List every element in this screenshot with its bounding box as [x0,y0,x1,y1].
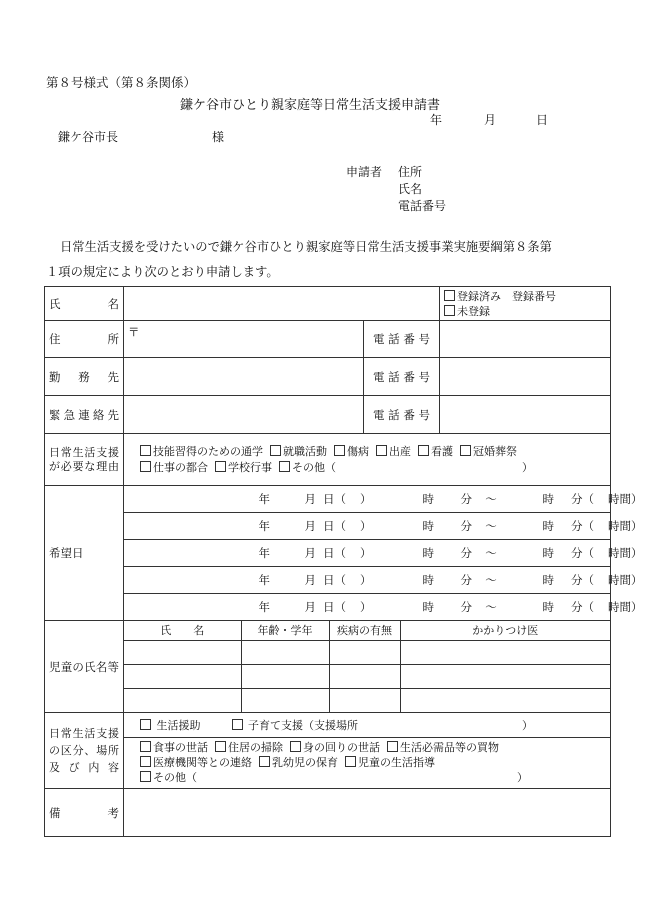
tilde: ～ [485,492,497,506]
hours-label: 時間） [608,546,643,560]
child-illness-cell[interactable] [329,688,400,712]
child-illness-cell[interactable] [329,640,400,664]
remarks-label: 備 考 [45,789,124,837]
content-checkbox[interactable] [259,756,270,767]
hope-date-entry[interactable] [124,594,643,621]
hope-date-label: 希望日 [45,486,124,621]
support-type-row [124,715,610,738]
reason-checkbox[interactable] [460,445,471,456]
address-phone-field[interactable] [440,321,611,358]
child-illness-header: 疾病の有無 [329,621,400,640]
child-label: 児童の氏名等 [45,621,124,713]
hour-label: 時 [542,546,554,560]
form-title: 鎌ケ谷市ひとり親家庭等日常生活支援申請書 [180,98,441,113]
content-option: 食事の世話 [153,740,208,754]
remarks-row [45,789,611,837]
day-label: 日（ [323,492,346,506]
statement-line-2: １項の規定により次のとおり申請します。 [46,265,279,279]
month-label: 月 [304,546,316,560]
address-phone-label: 電 話 番 号 [364,321,440,358]
workplace-field[interactable] [124,358,364,396]
support-section [45,713,611,789]
workplace-phone-field[interactable] [440,358,611,396]
day-close: ） [360,600,372,614]
reason-checkbox[interactable] [376,445,387,456]
date-day-label: 日 [536,113,549,127]
child-age-header: 年齢・学年 [241,621,329,640]
child-age-cell[interactable] [241,664,329,688]
content-checkbox[interactable] [140,756,151,767]
hour-label: 時 [422,573,434,587]
honorific: 様 [212,130,225,144]
address-field[interactable] [124,321,364,358]
child-section [45,621,611,713]
hour-label: 時 [542,519,554,533]
day-label: 日（ [323,546,346,560]
name-row [45,287,611,321]
hope-date-entry[interactable] [124,567,643,594]
content-checkbox[interactable] [387,741,398,752]
reason-option: 看護 [431,444,453,458]
child-illness-cell[interactable] [329,664,400,688]
emergency-label: 緊急連絡先 [45,396,124,434]
child-name-header: 氏 名 [124,621,241,640]
tilde: ～ [485,600,497,614]
minute-label: 分 [460,600,472,614]
reason-option: 技能習得のための通学 [153,444,263,458]
reason-option: 学校行事 [228,460,272,474]
application-form-table [44,286,643,837]
reason-label: 日常生活支援が必要な理由 [45,434,124,486]
reason-option: 仕事の都合 [153,460,208,474]
address-row [45,321,611,358]
day-close: ） [360,519,372,533]
month-label: 月 [304,519,316,533]
reason-option: 冠婚葬祭 [473,444,517,458]
hours-label: 時間） [608,573,643,587]
postal-mark: 〒 [128,325,140,339]
content-option: 住居の掃除 [228,740,283,754]
applicant-phone-label: 電話番号 [398,199,447,213]
child-table [124,621,610,712]
minute-label: 分（ [571,519,594,533]
minute-label: 分（ [571,573,594,587]
remarks-field[interactable] [124,789,611,837]
support-label: 日常生活支援の区分、場所及び内容 [45,713,124,789]
date-year-label: 年 [430,113,443,127]
hour-label: 時 [422,546,434,560]
hours-label: 時間） [608,519,643,533]
child-name-cell[interactable] [124,640,241,664]
unregistered-checkbox[interactable] [444,305,455,316]
child-name-cell[interactable] [124,688,241,712]
close-paren: ） [522,718,533,732]
hope-date-entry[interactable] [124,540,643,567]
close-paren: ） [517,770,528,784]
childcare-support-checkbox[interactable] [232,719,243,730]
child-doctor-cell[interactable] [400,640,610,664]
address-label: 住 所 [45,321,124,358]
reason-option: 出産 [389,444,411,458]
child-name-cell[interactable] [124,664,241,688]
emergency-phone-field[interactable] [440,396,611,434]
workplace-row [45,358,611,396]
content-checkbox[interactable] [140,741,151,752]
name-label: 氏 名 [45,287,124,321]
year-label: 年 [258,492,270,506]
reason-checkbox[interactable] [270,445,281,456]
emergency-field[interactable] [124,396,364,434]
hour-label: 時 [542,600,554,614]
emergency-row [45,396,611,434]
content-checkbox[interactable] [290,741,301,752]
day-close: ） [360,573,372,587]
applicant-address-label: 住所 [398,165,423,179]
content-option: 児童の生活指導 [358,755,435,769]
year-label: 年 [258,546,270,560]
content-checkbox[interactable] [215,741,226,752]
reason-options [124,434,611,486]
hope-date-row [45,486,611,513]
reason-checkbox[interactable] [215,461,226,472]
year-label: 年 [258,519,270,533]
child-row [124,688,610,712]
month-label: 月 [304,492,316,506]
minute-label: 分 [460,573,472,587]
child-table-cell [124,621,611,713]
applicant-label: 申請者 [346,165,383,179]
date-month-label: 月 [484,113,497,127]
hope-date-entry[interactable] [124,513,643,540]
reason-row [45,434,611,486]
minute-label: 分 [460,492,472,506]
name-field[interactable] [124,287,440,321]
day-close: ） [360,546,372,560]
content-other-checkbox[interactable] [140,771,151,782]
year-label: 年 [258,600,270,614]
child-doctor-cell[interactable] [400,664,610,688]
hope-date-row [45,540,611,567]
applicant-name-label: 氏名 [398,182,423,196]
minute-label: 分（ [571,492,594,506]
childcare-support-label: 子育て支援（支援場所 [248,718,358,732]
support-contents [124,738,610,787]
content-option: 生活必需品等の買物 [400,740,499,754]
hope-date-row [45,594,611,621]
content-checkbox[interactable] [345,756,356,767]
hour-label: 時 [542,573,554,587]
child-doctor-header: かかりつけ医 [400,621,610,640]
registered-checkbox[interactable] [444,290,455,301]
life-assistance-label: 生活援助 [156,718,201,732]
tilde: ～ [485,573,497,587]
reason-option: 傷病 [347,444,369,458]
registered-label: 登録済み 登録番号 [457,289,556,303]
child-doctor-cell[interactable] [400,688,610,712]
hope-date-entry[interactable] [124,486,643,513]
reason-option: 就職活動 [283,444,327,458]
close-paren: ） [522,460,533,474]
reason-other-label: その他（ [292,460,336,474]
content-option: 乳幼児の保育 [272,755,338,769]
content-option: 医療機関等との連絡 [153,755,252,769]
month-label: 月 [304,573,316,587]
hope-date-row [45,513,611,540]
hour-label: 時 [422,600,434,614]
reason-checkbox[interactable] [140,445,151,456]
hours-label: 時間） [608,492,643,506]
child-row [124,664,610,688]
content-option: 身の回りの世話 [303,740,380,754]
child-age-cell[interactable] [241,688,329,712]
day-close: ） [360,492,372,506]
minute-label: 分（ [571,600,594,614]
tilde: ～ [485,519,497,533]
hour-label: 時 [422,519,434,533]
child-age-cell[interactable] [241,640,329,664]
reason-checkbox[interactable] [140,461,151,472]
statement-line-1: 日常生活支援を受けたいので鎌ケ谷市ひとり親家庭等日常生活支援事業実施要綱第８条第 [60,240,552,254]
day-label: 日（ [323,600,346,614]
day-label: 日（ [323,573,346,587]
addressee: 鎌ケ谷市長 [58,130,119,144]
content-other-label: その他（ [153,770,197,784]
support-cell [124,713,611,789]
day-label: 日（ [323,519,346,533]
registration-status-cell [440,287,611,321]
workplace-phone-label: 電 話 番 号 [364,358,440,396]
reason-checkbox[interactable] [334,445,345,456]
workplace-label: 勤 務 先 [45,358,124,396]
unregistered-label: 未登録 [457,304,490,318]
hours-label: 時間） [608,600,643,614]
child-row [124,640,610,664]
life-assistance-checkbox[interactable] [140,719,151,730]
hope-date-row [45,567,611,594]
reason-checkbox[interactable] [418,445,429,456]
form-number: 第８号様式（第８条関係） [46,75,197,90]
month-label: 月 [304,600,316,614]
minute-label: 分 [460,519,472,533]
minute-label: 分（ [571,546,594,560]
tilde: ～ [485,546,497,560]
year-label: 年 [258,573,270,587]
hour-label: 時 [542,492,554,506]
child-header-row [124,621,610,640]
emergency-phone-label: 電 話 番 号 [364,396,440,434]
reason-other-checkbox[interactable] [279,461,290,472]
hour-label: 時 [422,492,434,506]
minute-label: 分 [460,546,472,560]
